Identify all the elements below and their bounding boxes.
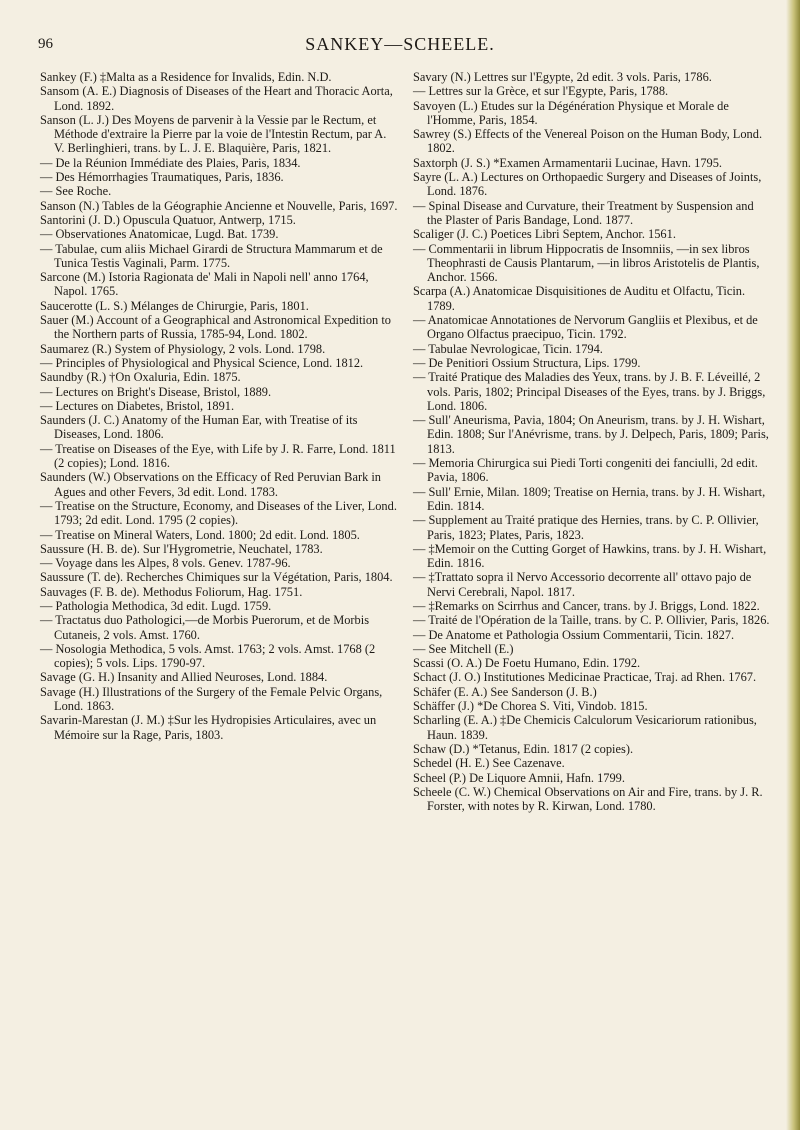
catalogue-entry: — Treatise on Diseases of the Eye, with Life by J. R. Farre, Lond. 1811 (2 copies); Lond. 1816.: [40, 441, 396, 471]
catalogue-entry: Sauer (M.) Account of a Geographical and Astronomical Expedition to the Northern parts of Russia, 1785-94, Lond. 1802.: [40, 313, 391, 342]
catalogue-entry: Savoyen (L.) Etudes sur la Dégénération Physique et Morale de l'Homme, Paris, 1854.: [413, 98, 729, 127]
catalogue-entry: Schedel (H. E.) See Cazenave.: [413, 756, 565, 771]
catalogue-entry: — De Anatome et Pathologia Ossium Commentarii, Ticin. 1827.: [413, 627, 735, 642]
catalogue-entry: — ‡Remarks on Scirrhus and Cancer, trans. by J. Briggs, Lond. 1822.: [413, 598, 760, 613]
catalogue-entry: Savary (N.) Lettres sur l'Egypte, 2d edit. 3 vols. Paris, 1786.: [413, 70, 712, 84]
catalogue-entry: — Principles of Physiological and Physical Science, Lond. 1812.: [40, 355, 364, 370]
catalogue-entry: — See Roche.: [40, 184, 112, 199]
catalogue-entry: Saundby (R.) †On Oxaluria, Edin. 1875.: [40, 370, 241, 385]
catalogue-entry: Saucerotte (L. S.) Mélanges de Chirurgie, Paris, 1801.: [40, 298, 309, 313]
catalogue-entry: Scassi (O. A.) De Foetu Humano, Edin. 1792.: [413, 656, 641, 671]
catalogue-entry: Saunders (W.) Observations on the Efficacy of Red Peruvian Bark in Agues and other Fevers, 3d edit. Lond. 1783.: [40, 470, 382, 499]
catalogue-entry: Savarin-Marestan (J. M.) ‡Sur les Hydropisies Articulaires, avec un Mémoire sur la Rage, Paris, 1803.: [40, 713, 377, 742]
catalogue-entry: — ‡Trattato sopra il Nervo Accessorio decorrente all' ottavo pajo de Nervi Cerebrali, Napol. 1817.: [413, 570, 752, 599]
catalogue-entry: Saussure (H. B. de). Sur l'Hygrometrie, Neuchatel, 1783.: [40, 541, 323, 556]
catalogue-entry: Schäffer (J.) *De Chorea S. Viti, Vindob. 1815.: [413, 699, 648, 714]
catalogue-entry: Savage (H.) Illustrations of the Surgery of the Female Pelvic Organs, Lond. 1863.: [40, 684, 383, 714]
catalogue-entry: — Voyage dans les Alpes, 8 vols. Genev. 1787-96.: [40, 556, 291, 571]
catalogue-entry: — Traité de l'Opération de la Taille, trans. by C. P. Ollivier, Paris, 1826.: [413, 613, 770, 628]
right-column: [413, 70, 770, 813]
catalogue-entry: Scharling (E. A.) ‡De Chemicis Calculorum Vesicariorum rationibus, Haun. 1839.: [413, 713, 757, 742]
catalogue-entry: — Memoria Chirurgica sui Piedi Torti congeniti dei fanciulli, 2d edit. Pavia, 1806.: [413, 456, 758, 485]
catalogue-entry: Sayre (L. A.) Lectures on Orthopaedic Surgery and Diseases of Joints, Lond. 1876.: [413, 170, 762, 199]
catalogue-entry: — Observationes Anatomicae, Lugd. Bat. 1739.: [40, 227, 279, 242]
catalogue-entry: — Tabulae, cum aliis Michael Girardi de Structura Mammarum et de Tunica Testis Vaginali, Parm. 1775.: [40, 241, 383, 270]
catalogue-entry: — Pathologia Methodica, 3d edit. Lugd. 1759.: [40, 598, 272, 613]
catalogue-entry: Saussure (T. de). Recherches Chimiques sur la Végétation, Paris, 1804.: [40, 570, 393, 585]
catalogue-entry: — Des Hémorrhagies Traumatiques, Paris, 1836.: [40, 170, 284, 185]
catalogue-entry: — Lettres sur la Grèce, et sur l'Egypte, Paris, 1788.: [413, 84, 669, 99]
catalogue-entry: Sankey (F.) ‡Malta as a Residence for Invalids, Edin. N.D.: [40, 70, 332, 84]
catalogue-entry: Saunders (J. C.) Anatomy of the Human Ear, with Treatise of its Diseases, Lond. 1806.: [40, 413, 358, 442]
catalogue-entry: Saumarez (R.) System of Physiology, 2 vols. Lond. 1798.: [40, 341, 326, 356]
catalogue-entry: — Tractatus duo Pathologici,—de Morbis Puerorum, et de Morbis Cutaneis, 2 vols. Amst. 1760.: [40, 613, 370, 642]
catalogue-entry: Santorini (J. D.) Opuscula Quatuor, Antwerp, 1715.: [40, 212, 296, 227]
catalogue-entry: Sarcone (M.) Istoria Ragionata de' Mali in Napoli nell' anno 1764, Napol. 1765.: [40, 270, 369, 299]
catalogue-entry: Schaw (D.) *Tetanus, Edin. 1817 (2 copies).: [413, 741, 634, 756]
catalogue-entry: — Sull' Aneurisma, Pavia, 1804; On Aneurism, trans. by J. H. Wishart, Edin. 1808; Sur l'Anévrisme, trans. by J. Delpech, Paris, 1809; Paris, 1813.: [413, 413, 769, 456]
catalogue-entry: — Treatise on Mineral Waters, Lond. 1800; 2d edit. Lond. 1805.: [40, 527, 360, 542]
catalogue-entry: Scheele (C. W.) Chemical Observations on Air and Fire, trans. by J. R. Forster, with notes by R. Kirwan, Lond. 1780.: [413, 784, 763, 814]
catalogue-entry: Scheel (P.) De Liquore Amnii, Hafn. 1799.: [413, 770, 625, 785]
catalogue-entry: — De la Réunion Immédiate des Plaies, Paris, 1834.: [40, 155, 301, 170]
catalogue-entry: Sawrey (S.) Effects of the Venereal Poison on the Human Body, Lond. 1802.: [413, 127, 763, 156]
catalogue-entry: — Anatomicae Annotationes de Nervorum Gangliis et Plexibus, et de Organo Olfactus praecipuo, Ticin. 1792.: [413, 313, 758, 342]
catalogue-entry: — Lectures on Bright's Disease, Bristol, 1889.: [40, 384, 272, 399]
catalogue-entry: Sanson (N.) Tables de la Géographie Ancienne et Nouvelle, Paris, 1697.: [40, 198, 398, 213]
catalogue-entry: — Commentarii in librum Hippocratis de Insomniis, —in sex libros Theophrasti de Causis Plantarum, —in libros Aristotelis de Plantis, Anchor. 1566.: [413, 241, 760, 285]
catalogue-entry: — Tabulae Nevrologicae, Ticin. 1794.: [413, 341, 603, 356]
catalogue-entry: Saxtorph (J. S.) *Examen Armamentarii Lucinae, Havn. 1795.: [413, 155, 723, 170]
catalogue-entry: — Spinal Disease and Curvature, their Treatment by Suspension and the Plaster of Paris Bandage, Lond. 1877.: [413, 198, 754, 227]
running-header: SANKEY—SCHEELE.: [305, 34, 495, 54]
page-edge: [786, 0, 800, 1130]
catalogue-entry: — Lectures on Diabetes, Bristol, 1891.: [40, 398, 235, 413]
catalogue-entry: Schact (J. O.) Institutiones Medicinae Practicae, Traj. ad Rhen. 1767.: [413, 670, 757, 685]
catalogue-entry: Savage (G. H.) Insanity and Allied Neuroses, Lond. 1884.: [40, 670, 328, 685]
left-column: [40, 70, 398, 742]
catalogue-entry: Schäfer (E. A.) See Sanderson (J. B.): [413, 684, 597, 699]
catalogue-entry: Sanson (L. J.) Des Moyens de parvenir à la Vessie par le Rectum, et Méthode d'extraire la Pierre par la voie de l'Intestin Rectum, par A. V. Berlinghieri, trans. by L. J. E. Blaquière, Paris, 1821.: [40, 112, 387, 156]
catalogue-entry: Sansom (A. E.) Diagnosis of Diseases of the Heart and Thoracic Aorta, Lond. 1892.: [40, 84, 393, 113]
catalogue-entry: Scaliger (J. C.) Poetices Libri Septem, Anchor. 1561.: [413, 227, 676, 242]
page-number: 96: [38, 36, 53, 52]
catalogue-entry: — De Penitiori Ossium Structura, Lips. 1799.: [413, 355, 641, 370]
catalogue-entry: — Treatise on the Structure, Economy, and Diseases of the Liver, Lond. 1793; 2d edit. Lond. 1795 (2 copies).: [40, 498, 397, 528]
catalogue-entry: — Supplement au Traité pratique des Hernies, trans. by C. P. Ollivier, Paris, 1823; Plates, Paris, 1823.: [413, 513, 759, 542]
catalogue-entry: — Traité Pratique des Maladies des Yeux, trans. by J. B. F. Léveillé, 2 vols. Paris, 1802; Principal Diseases of the Eyes, trans. by J. Briggs, Lond. 1806.: [413, 370, 766, 413]
catalogue-entry: — See Mitchell (E.): [413, 641, 514, 656]
catalogue-entry: Sauvages (F. B. de). Methodus Foliorum, Hag. 1751.: [40, 584, 303, 599]
catalogue-entry: — Nosologia Methodica, 5 vols. Amst. 1763; 2 vols. Amst. 1768 (2 copies); 5 vols. Lips. 1790-97.: [40, 641, 376, 671]
catalogue-entry: Scarpa (A.) Anatomicae Disquisitiones de Auditu et Olfactu, Ticin. 1789.: [413, 284, 746, 313]
catalogue-entry: — ‡Memoir on the Cutting Gorget of Hawkins, trans. by J. H. Wishart, Edin. 1816.: [413, 541, 767, 571]
catalogue-entry: — Sull' Ernie, Milan. 1809; Treatise on Hernia, trans. by J. H. Wishart, Edin. 1814.: [413, 484, 766, 513]
